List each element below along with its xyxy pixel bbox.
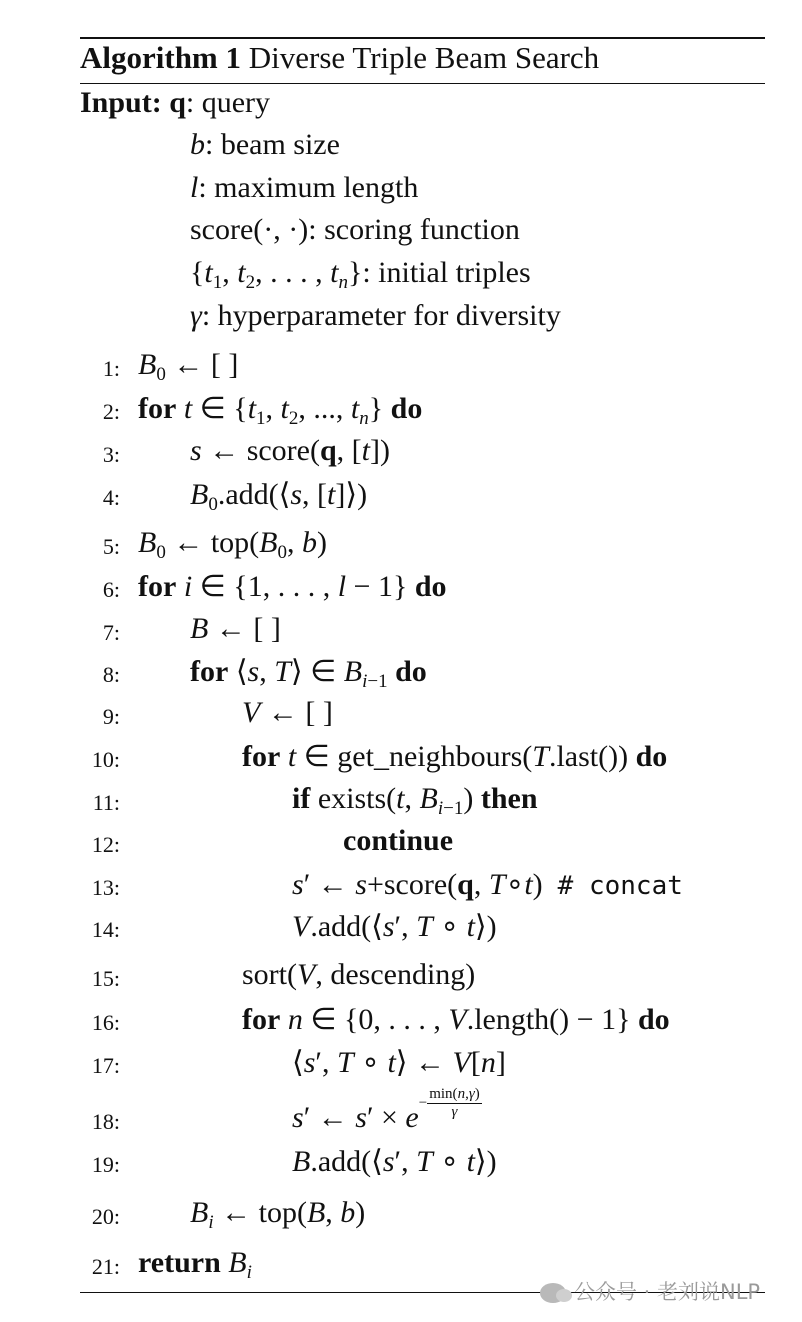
line-number: 11: (92, 790, 120, 815)
code-line-2: for t ∈ {$t_1$, $t_2$, ..., $t_n$} do (138, 392, 423, 429)
comment: # concat (557, 871, 683, 901)
code-line-18: s′ ← s′ × e− $\frac{\min(n,\gamma)}{\gamma}$ (292, 1086, 480, 1134)
code-line-9: V ← [ ] (242, 696, 333, 729)
line-number: 9: (102, 704, 120, 729)
code-line-6: for i ∈ {1, . . . , l − 1} do (138, 570, 447, 603)
param-gamma: γ: hyperparameter for diversity (190, 299, 561, 332)
line-number: 12: (91, 832, 120, 857)
wechat-icon (540, 1283, 566, 1303)
line-number: 3: (102, 442, 120, 467)
algorithm-title (80, 40, 599, 76)
code-line-16: for n ∈ {0, . . . , V.length() − 1} do (242, 1003, 670, 1036)
line-number: 1: (102, 356, 120, 381)
code-line-19: B.add(⟨s′, T ∘ t⟩) (292, 1145, 497, 1178)
line-number: 2: (102, 399, 120, 424)
line-number: 8: (102, 662, 120, 687)
algorithm-name: Diverse Triple Beam Search (248, 40, 600, 75)
line-number: 20: (91, 1204, 120, 1229)
watermark: 公众号 · 老刘说NLP (540, 1276, 760, 1306)
line-number: 18: (91, 1109, 120, 1134)
code-line-7: B ← [ ] (190, 612, 281, 645)
line-number: 10: (91, 747, 120, 772)
code-line-15: sort(V, descending) (242, 958, 476, 991)
line-number: 7: (102, 620, 120, 645)
code-line-10: for t ∈ get_neighbours(T.last()) do (242, 740, 668, 773)
code-line-8: for ⟨s, T⟩ ∈ $B_{i-1}$ do (190, 655, 427, 692)
line-number: 6: (102, 577, 120, 602)
code-line-14: V.add(⟨s′, T ∘ t⟩) (292, 910, 497, 943)
line-number: 19: (91, 1152, 120, 1177)
code-line-20: $B_i$ ← top(B, b) (190, 1196, 366, 1233)
line-number: 14: (91, 917, 120, 942)
line-number: 4: (102, 485, 120, 510)
algorithm-label: Algorithm 1 (80, 40, 242, 75)
line-number: 17: (91, 1053, 120, 1078)
line-number: 5: (102, 534, 120, 559)
input-label: Input: q: query (80, 86, 271, 119)
code-line-11: if exists(t, $B_{i-1}$) then (292, 782, 538, 819)
code-line-21: return $B_i$ (138, 1246, 252, 1283)
line-number: 16: (91, 1010, 120, 1035)
mid-rule (80, 83, 765, 84)
code-line-1: $B_0$ ← [ ] (138, 348, 239, 385)
top-rule (80, 37, 765, 39)
line-number: 21: (91, 1254, 120, 1279)
code-line-13: s′ ← s+score(q, T∘t) # concat (292, 868, 683, 901)
param-triples: {$t_1$, $t_2$, . . . , $t_n$}: initial triples (190, 256, 531, 293)
code-line-3: s ← score(q, [t]) (190, 434, 390, 467)
line-number: 15: (91, 966, 120, 991)
line-number: 13: (91, 875, 120, 900)
param-score: score(·, ·): scoring function (190, 213, 520, 246)
code-line-12: continue (343, 824, 454, 857)
code-line-5: $B_0$ ← $top(B_0$, b) (138, 526, 327, 563)
code-line-17: ⟨s′, T ∘ t⟩ ← V[n] (292, 1046, 506, 1079)
param-b: b: beam size (190, 128, 340, 161)
code-line-4: $B_0.add(⟨s$, [t]⟩) (190, 478, 368, 515)
param-l: l: maximum length (190, 171, 419, 204)
